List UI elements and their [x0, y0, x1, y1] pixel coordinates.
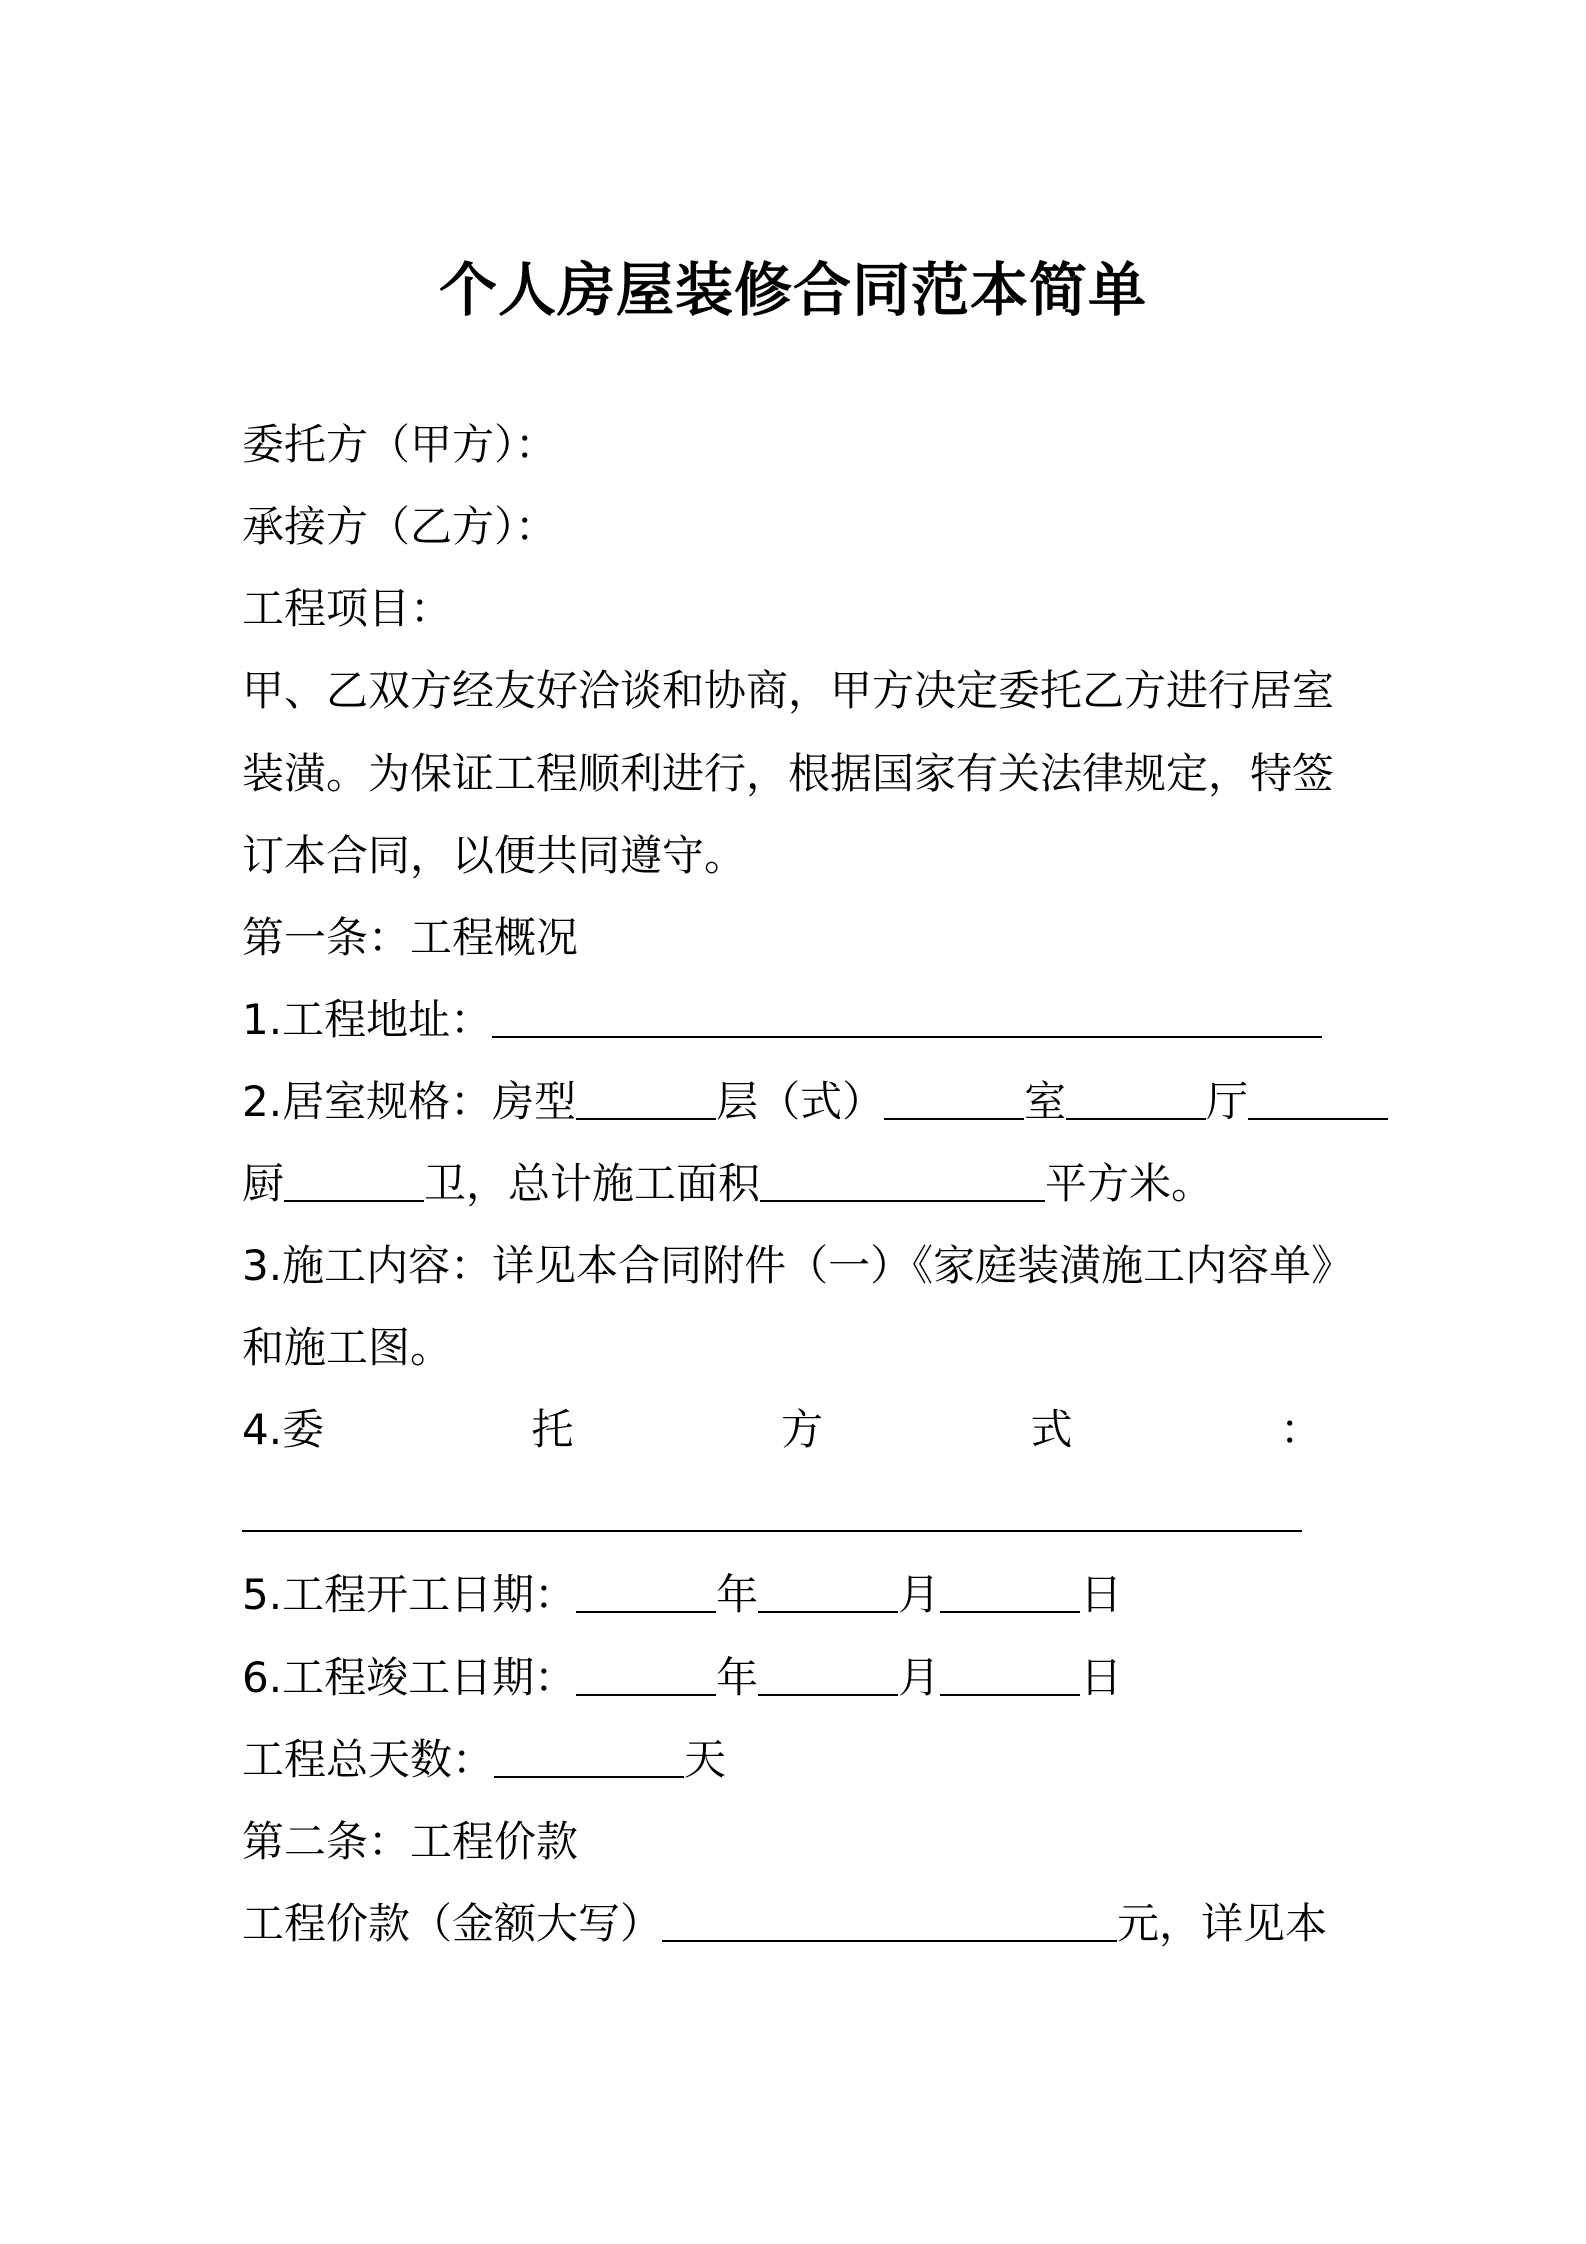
- commission-char-2: 托: [531, 1405, 574, 1454]
- kitchen-blank: [1248, 1072, 1388, 1120]
- bath-blank: [284, 1154, 424, 1202]
- start-year-blank: [576, 1565, 716, 1613]
- project-line: 工程项目：: [242, 584, 453, 633]
- commission-method-line: [242, 1400, 1357, 1460]
- start-month-label: 月: [898, 1570, 941, 1619]
- address-blank: [492, 990, 1322, 1038]
- room-spec-line-2: [242, 1154, 1357, 1214]
- start-day-blank: [940, 1565, 1080, 1613]
- total-days-line: [242, 1730, 1357, 1790]
- address-label: 1.工程地址：: [242, 995, 493, 1044]
- commission-blank: [242, 1484, 1302, 1532]
- layer-blank: [576, 1072, 716, 1120]
- start-month-blank: [758, 1565, 898, 1613]
- price-line: [242, 1894, 1357, 1954]
- commission-char-5: ：: [1279, 1405, 1322, 1454]
- commission-blank-line: [242, 1484, 1357, 1544]
- price-blank: [662, 1894, 1117, 1942]
- hall-blank: [1066, 1072, 1206, 1120]
- kitchen-label: 厨: [242, 1159, 285, 1208]
- address-line: [242, 990, 1357, 1050]
- end-year-label: 年: [716, 1653, 759, 1702]
- end-date-line: [242, 1648, 1357, 1708]
- commission-char-1: 4.委: [242, 1405, 325, 1454]
- area-unit: 平方米。: [1045, 1159, 1214, 1208]
- article2-heading: 第二条：工程价款: [242, 1817, 579, 1866]
- commission-char-3: 方: [781, 1405, 824, 1454]
- hall-label: 厅: [1206, 1077, 1249, 1126]
- content-line-1: 3.施工内容：详见本合同附件（一）《家庭装潢施工内容单》: [242, 1241, 1354, 1290]
- start-year-label: 年: [716, 1570, 759, 1619]
- start-date-label: 5.工程开工日期：: [242, 1570, 577, 1619]
- start-date-line: [242, 1565, 1357, 1625]
- total-days-blank: [494, 1730, 684, 1778]
- party-a-line: 委托方（甲方）：: [242, 420, 558, 469]
- document-title: 个人房屋装修合同范本简单: [438, 256, 1147, 324]
- end-month-blank: [758, 1648, 898, 1696]
- end-month-label: 月: [898, 1653, 941, 1702]
- intro-line-1: 甲、乙双方经友好洽谈和协商，甲方决定委托乙方进行居室: [242, 666, 1335, 715]
- content-line-2: 和施工图。: [242, 1323, 453, 1372]
- room-spec-line: [242, 1072, 1357, 1132]
- bath-label: 卫，总计施工面积: [424, 1159, 761, 1208]
- room-blank: [884, 1072, 1024, 1120]
- room-spec-label: 2.居室规格：房型: [242, 1077, 577, 1126]
- price-suffix: 元，详见本: [1117, 1899, 1328, 1948]
- area-blank: [760, 1154, 1045, 1202]
- intro-line-2: 装潢。为保证工程顺利进行，根据国家有关法律规定，特签: [242, 749, 1335, 798]
- end-day-label: 日: [1080, 1653, 1123, 1702]
- end-date-label: 6.工程竣工日期：: [242, 1653, 577, 1702]
- commission-char-4: 式: [1030, 1405, 1073, 1454]
- total-days-unit: 天: [684, 1735, 727, 1784]
- total-days-label: 工程总天数：: [242, 1735, 495, 1784]
- intro-line-3: 订本合同，以便共同遵守。: [242, 831, 747, 880]
- layer-label: 层（式）: [716, 1077, 885, 1126]
- end-year-blank: [576, 1648, 716, 1696]
- room-label: 室: [1024, 1077, 1067, 1126]
- start-day-label: 日: [1080, 1570, 1123, 1619]
- party-b-line: 承接方（乙方）：: [242, 502, 558, 551]
- article1-heading: 第一条：工程概况: [242, 913, 579, 962]
- end-day-blank: [940, 1648, 1080, 1696]
- price-label: 工程价款（金额大写）: [242, 1899, 663, 1948]
